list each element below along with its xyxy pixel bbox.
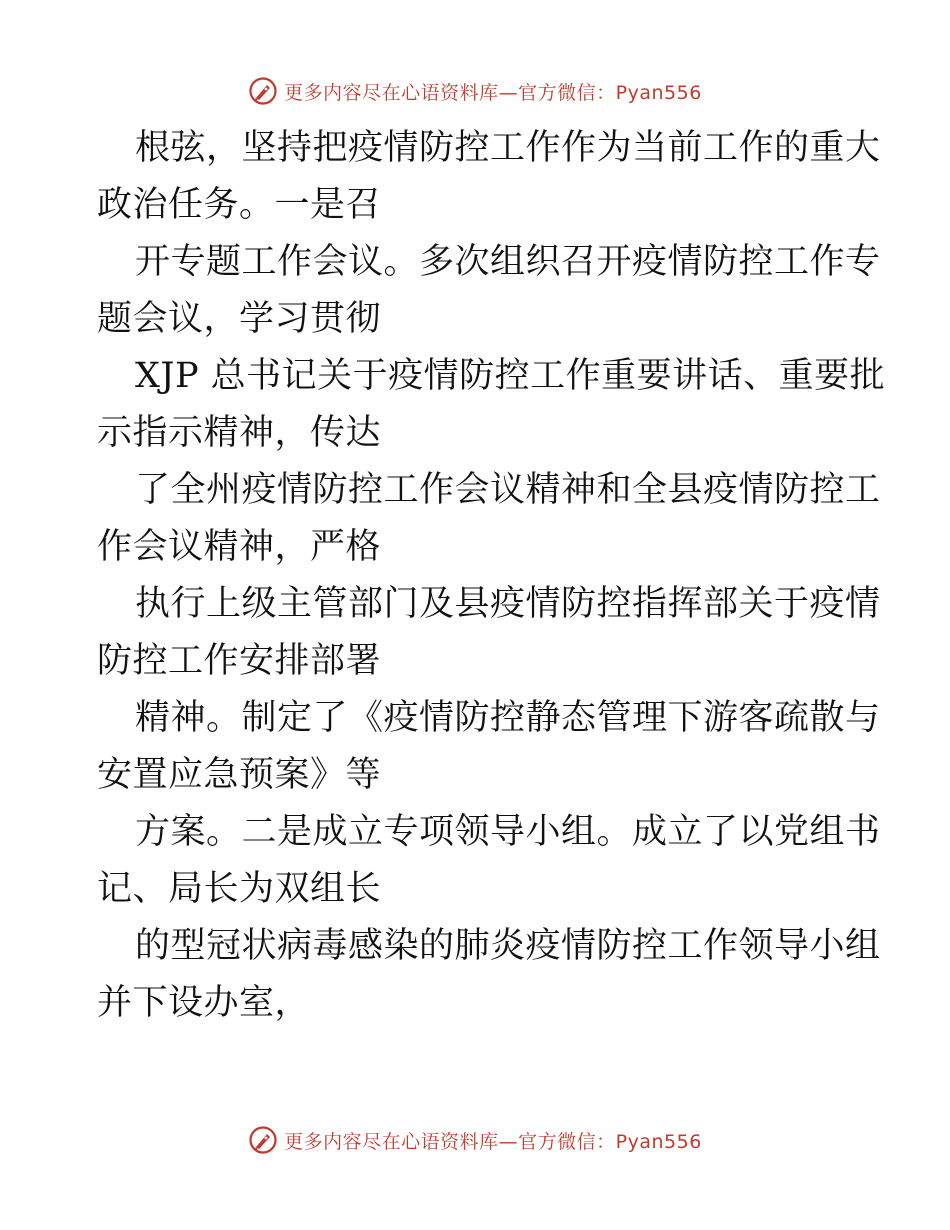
footer-watermark [0,1120,950,1160]
text-line: 执行上级主管部门及县疫情防控指挥部关于疫情 [135,584,881,624]
text-line: 开专题工作会议。多次组织召开疫情防控工作专 [135,242,881,282]
header-watermark [0,71,950,111]
text-line: 政治任务。一是召 [97,185,382,225]
pen-nib-circle-icon [248,76,278,106]
text-line: 的型冠状病毒感染的肺炎疫情防控工作领导小组 [135,926,881,966]
text-line: 方案。二是成立专项领导小组。成立了以党组书 [135,812,881,852]
text-line: 题会议，学习贯彻 [97,299,382,339]
text-line: 安置应急预案》等 [97,755,382,795]
text-line: 并下设办室， [97,983,311,1023]
text-line: 示指示精神，传达 [97,413,382,453]
text-line: 精神。制定了《疫情防控静态管理下游客疏散与 [135,698,881,738]
text-line: 记、局长为双组长 [97,869,382,909]
watermark-text: 更多内容尽在心语资料库—官方微信：Pyan556 [284,1130,702,1153]
text-line: 作会议精神，严格 [97,527,382,567]
text-line: 根弦，坚持把疫情防控工作作为当前工作的重大 [135,128,881,168]
document-body [97,120,886,1032]
watermark-text: 更多内容尽在心语资料库—官方微信：Pyan556 [284,81,702,104]
text-line: 防控工作安排部署 [97,641,382,681]
text-line: 了全州疫情防控工作会议精神和全县疫情防控工 [135,470,881,510]
text-line: XJP 总书记关于疫情防控工作重要讲话、重要批 [135,356,886,396]
pen-nib-circle-icon [248,1125,278,1155]
